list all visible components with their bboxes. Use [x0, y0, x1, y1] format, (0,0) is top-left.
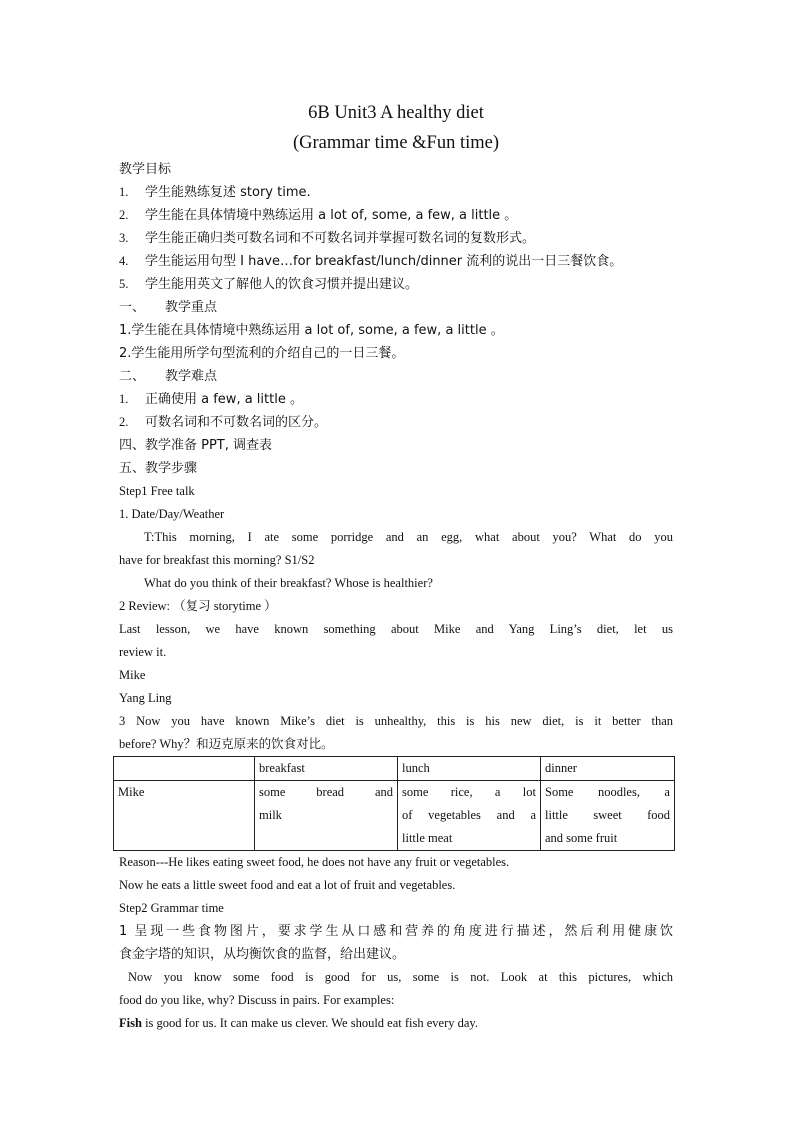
objective-item: 2. 学生能在具体情境中熟练运用 a lot of, some, a few, a little 。 — [119, 208, 518, 223]
objective-item: 1. 学生能熟练复述 story time. — [119, 185, 311, 200]
step1-item1-question: What do you think of their breakfast? Whose is healthier? — [144, 576, 433, 590]
step2-example: Fish is good for us. It can make us clever. We should eat fish every day. — [119, 1016, 478, 1030]
table-cell-breakfast: some bread and milk — [255, 781, 398, 851]
diet-table — [113, 756, 675, 851]
key-points-heading: 一、 教学重点 — [119, 300, 218, 315]
steps-heading: 五、教学步骤 — [119, 461, 198, 476]
objectives-list — [119, 181, 673, 296]
step1-item2-paragraph-cont: review it. — [119, 645, 167, 659]
step2-paragraph-cont: food do you like, why? Discuss in pairs. For examples: — [119, 993, 395, 1007]
key-point-item: 2.学生能用所学句型流利的介绍自己的一日三餐。 — [119, 346, 405, 361]
step1-item1-paragraph-cont: have for breakfast this morning? S1/S2 — [119, 553, 315, 567]
key-point-item: 1.学生能在具体情境中熟练运用 a lot of, some, a few, a little 。 — [119, 323, 504, 338]
step1-item1-heading: 1. Date/Day/Weather — [119, 507, 225, 521]
document-title: 6B Unit3 A healthy diet — [308, 103, 484, 123]
objective-item: 3. 学生能正确归类可数名词和不可数名词并掌握可数名词的复数形式。 — [119, 231, 536, 246]
step1-heading: Step1 Free talk — [119, 484, 195, 498]
document-subtitle: (Grammar time &Fun time) — [292, 133, 500, 153]
reason-line: Reason---He likes eating sweet food, he does not have any fruit or vegetables. — [119, 855, 510, 869]
step1-item3-paragraph-cont: before? Why？和迈克原来的饮食对比。 — [119, 737, 334, 751]
difficulty-item: 1. 正确使用 a few, a little 。 — [119, 392, 303, 407]
character-name: Mike — [119, 668, 146, 682]
table-cell-lunch: some rice, a lot of vegetables and a little meat — [398, 781, 541, 851]
table-cell-name: Mike — [114, 781, 255, 851]
table-header-cell: breakfast — [255, 757, 398, 781]
reason-line: Now he eats a little sweet food and eat a lot of fruit and vegetables. — [119, 878, 456, 892]
table-header-cell: dinner — [541, 757, 675, 781]
example-keyword: Fish — [119, 1016, 142, 1030]
step2-item1-cont: 食金字塔的知识，从均衡饮食的监督，给出建议。 — [119, 947, 406, 962]
preparation-line: 四、教学准备 PPT, 调查表 — [119, 438, 273, 453]
difficulties-heading: 二、 教学难点 — [119, 369, 218, 384]
step1-item2-heading: 2 Review: （复习 storytime ） — [119, 599, 277, 613]
step1-item3-paragraph: 3 Now you have known Mike’s diet is unhealthy, this is his new diet, is it better than — [119, 714, 673, 728]
objective-item: 4. 学生能运用句型 I have…for breakfast/lunch/dinner 流利的说出一日三餐饮食。 — [119, 254, 623, 269]
table-cell-dinner: Some noodles, a little sweet food and some fruit — [541, 781, 675, 851]
character-name: Yang Ling — [119, 691, 172, 705]
table-row — [114, 781, 675, 851]
difficulty-item: 2. 可数名词和不可数名词的区分。 — [119, 415, 328, 430]
step1-item2-paragraph: Last lesson, we have known something about Mike and Yang Ling’s diet, let us — [119, 622, 673, 636]
document-page — [119, 98, 673, 1035]
step2-item1: 1 呈现一些食物图片，要求学生从口感和营养的角度进行描述，然后利用健康饮 — [119, 924, 673, 939]
step2-paragraph: Now you know some food is good for us, some is not. Look at this pictures, which — [128, 970, 673, 984]
table-header-cell — [114, 757, 255, 781]
objectives-heading: 教学目标 — [119, 162, 172, 177]
table-header-cell: lunch — [398, 757, 541, 781]
step1-item1-paragraph: T:This morning, I ate some porridge and an egg, what about you? What do you — [144, 530, 673, 544]
step2-heading: Step2 Grammar time — [119, 901, 224, 915]
table-header-row — [114, 757, 675, 781]
objective-item: 5. 学生能用英文了解他人的饮食习惯并提出建议。 — [119, 277, 419, 292]
